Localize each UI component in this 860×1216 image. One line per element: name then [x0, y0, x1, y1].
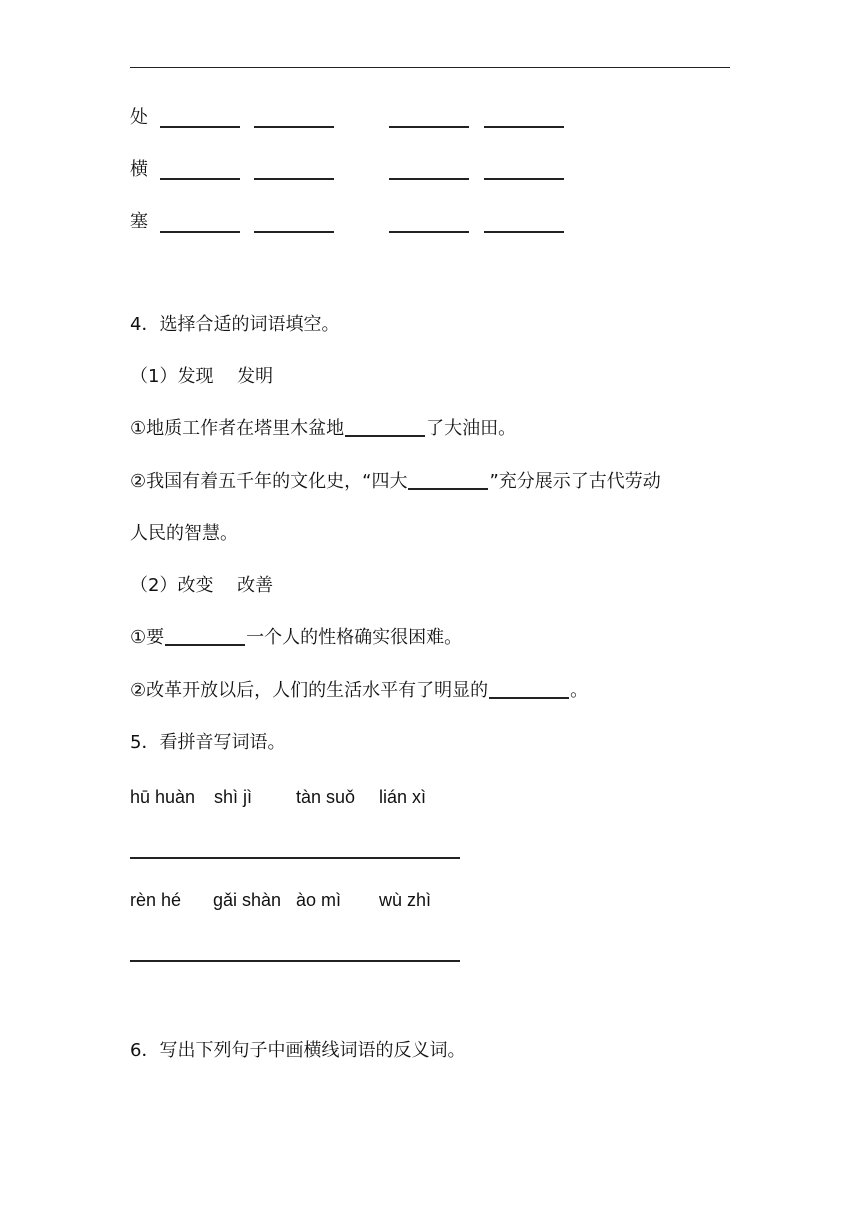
item-text: ①地质工作者在塔里木盆地 [130, 418, 345, 439]
item-text: 了大油田。 [426, 418, 517, 439]
item-text: 一个人的性格确实很困难。 [246, 627, 463, 648]
answer-blank[interactable] [160, 178, 240, 180]
answer-blank-row[interactable] [130, 857, 460, 859]
answer-blank[interactable] [484, 178, 564, 180]
pinyin-word: wù zhì [379, 890, 432, 910]
answer-blank[interactable] [254, 178, 334, 180]
answer-blank[interactable] [408, 488, 488, 490]
item-text: 。 [570, 680, 589, 701]
q5-title: 5．看拼音写词语。 [130, 732, 286, 753]
q4-sub2-item2 [130, 680, 588, 702]
answer-blank[interactable] [254, 126, 334, 128]
q4-sub1-item2 [130, 471, 661, 493]
header-rule [130, 67, 730, 68]
item-text: ②改革开放以后，人们的生活水平有了明显的 [130, 680, 489, 701]
q4-sub1-item2-cont: 人民的智慧。 [130, 523, 238, 544]
q4-title: 4．选择合适的词语填空。 [130, 314, 340, 335]
answer-blank[interactable] [160, 231, 240, 233]
answer-blank-row[interactable] [130, 960, 460, 962]
pinyin-word: ào mì [296, 890, 342, 910]
answer-blank[interactable] [389, 231, 469, 233]
answer-blank[interactable] [484, 126, 564, 128]
pinyin-row [130, 786, 295, 808]
pinyin-word: rèn hé [130, 890, 182, 910]
pinyin-word: tàn suǒ [296, 787, 356, 807]
pinyin-word: shì jì [214, 787, 253, 807]
q4-sub1-item1 [130, 418, 516, 440]
answer-blank[interactable] [389, 126, 469, 128]
q4-sub1-label: （1）发现 发明 [130, 366, 274, 387]
answer-blank[interactable] [484, 231, 564, 233]
q4-sub2-item1 [130, 627, 462, 649]
item-text: ①要 [130, 627, 165, 648]
row-char: 横 [130, 159, 148, 180]
item-text: ②我国有着五千年的文化史，“四大 [130, 471, 408, 492]
row-char: 塞 [130, 211, 148, 232]
pinyin-word: hū huàn [130, 787, 196, 807]
answer-blank[interactable] [165, 644, 245, 646]
q6-title: 6．写出下列句子中画横线词语的反义词。 [130, 1040, 466, 1061]
pinyin-word: lián xì [379, 787, 427, 807]
answer-blank[interactable] [254, 231, 334, 233]
answer-blank[interactable] [160, 126, 240, 128]
pinyin-word: gǎi shàn [213, 890, 282, 910]
answer-blank[interactable] [489, 697, 569, 699]
q4-sub2-label: （2）改变 改善 [130, 575, 274, 596]
row-char: 处 [130, 107, 148, 128]
item-text: ”充分展示了古代劳动 [489, 471, 661, 492]
answer-blank[interactable] [345, 435, 425, 437]
answer-blank[interactable] [389, 178, 469, 180]
